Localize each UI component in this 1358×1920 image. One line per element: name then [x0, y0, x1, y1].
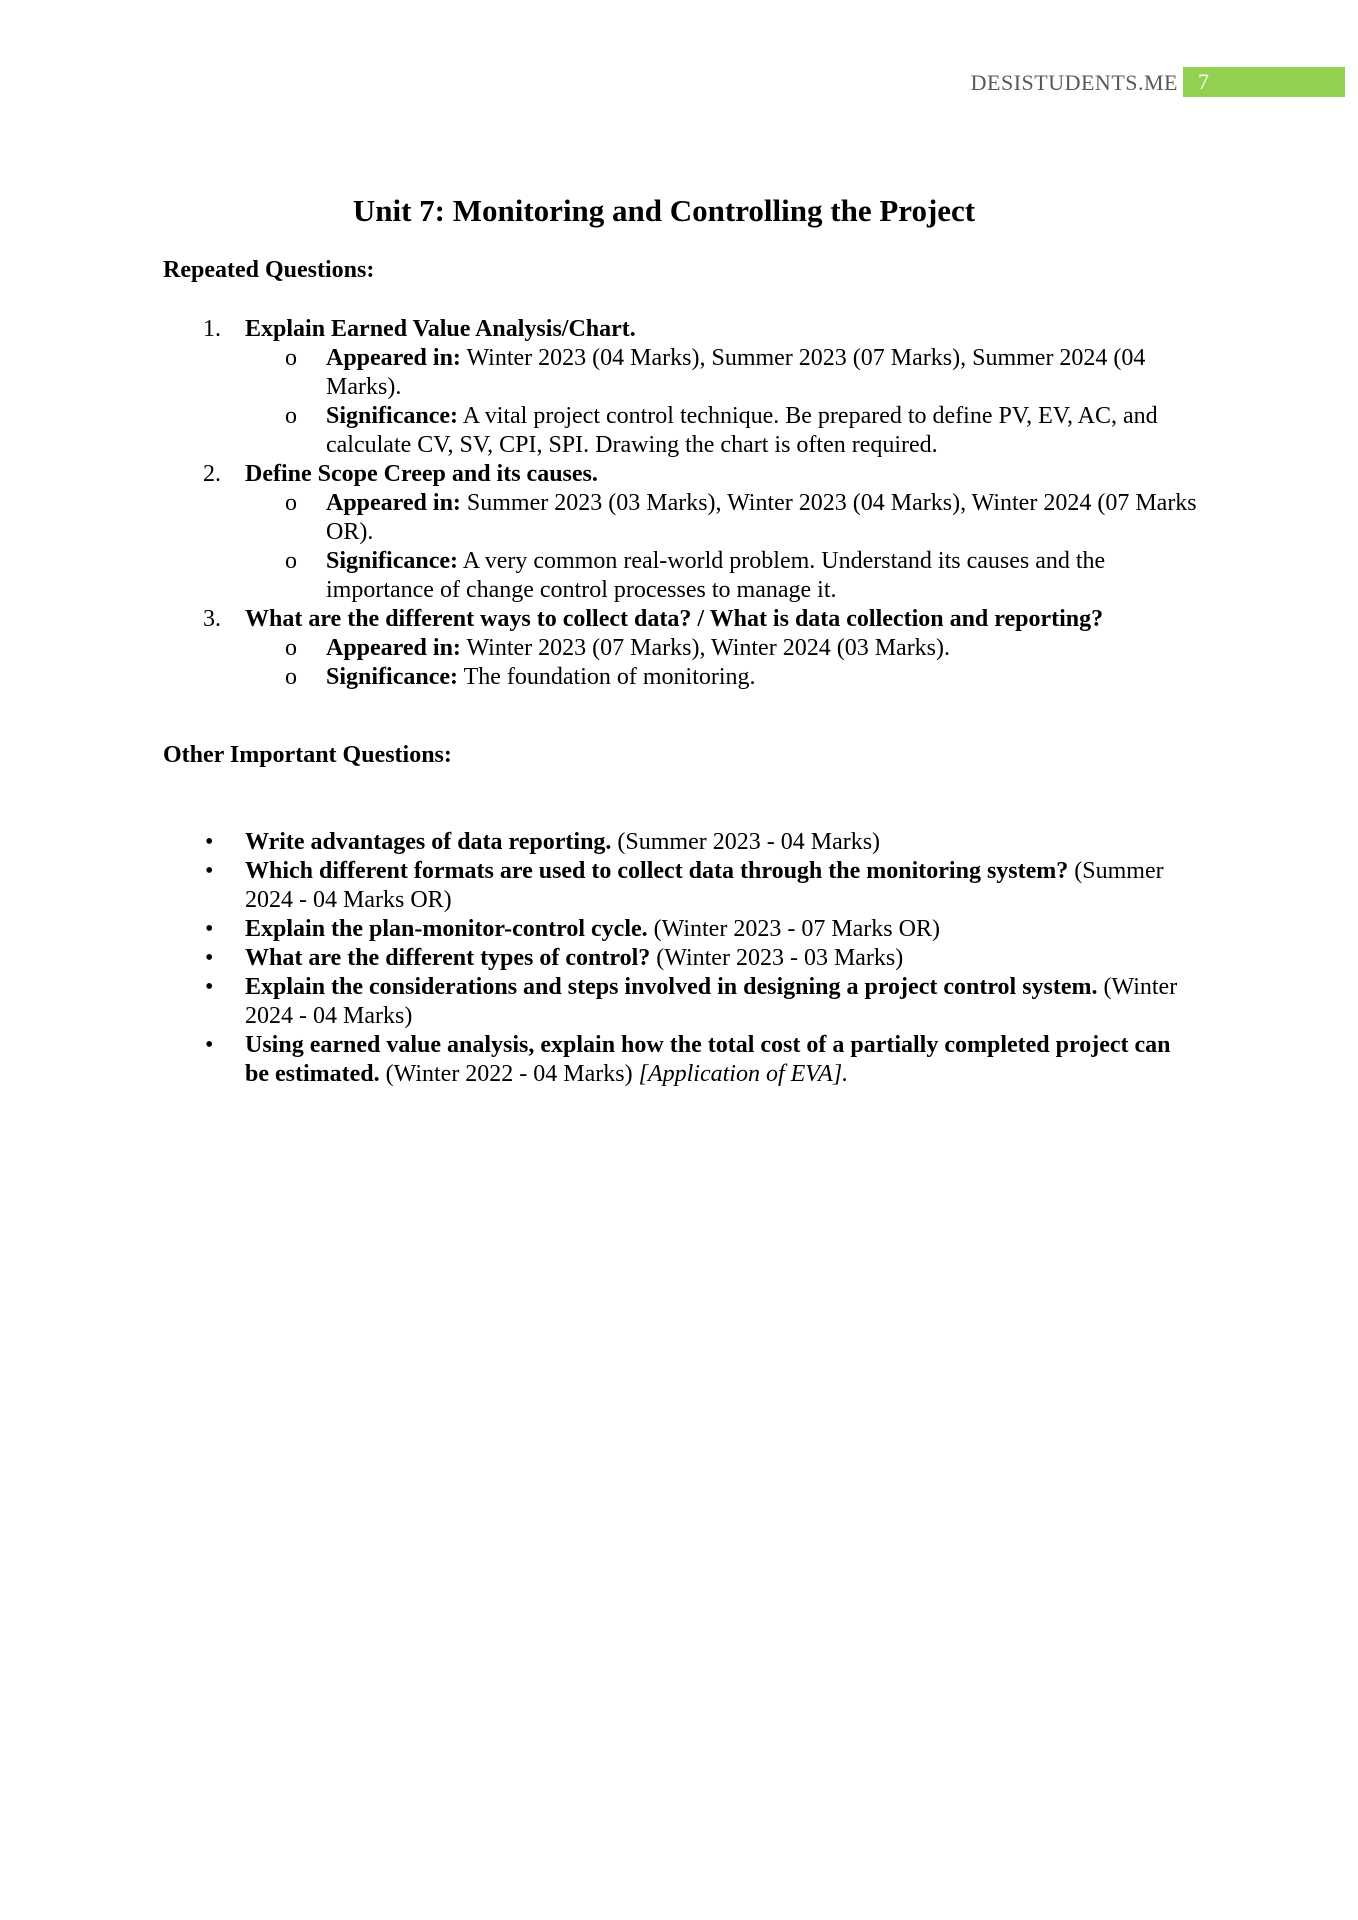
bullet: •: [205, 858, 214, 884]
list-number: 1.: [203, 316, 221, 342]
question-meta: (Winter 2023 - 03 Marks): [656, 945, 904, 971]
list-item: [163, 973, 1183, 1031]
sub-bullet: o: [285, 403, 297, 429]
significance-text: The foundation of monitoring.: [463, 664, 756, 690]
question-text: Which different formats are used to collect data through the monitoring system?: [245, 858, 1069, 884]
sub-bullet: o: [285, 548, 297, 574]
list-item-details: [163, 344, 1213, 460]
question-meta: (Winter 2023 - 07 Marks OR): [653, 916, 940, 942]
significance-text: A vital project control technique. Be prepared to define PV, EV, AC, and calculate CV, SV, CPI, SPI. Drawing the chart is often required.: [326, 403, 1158, 458]
significance-label: Significance:: [326, 403, 458, 429]
question-text: Using earned value analysis, explain how the total cost of a partially completed project can be estimated.: [245, 1032, 1171, 1087]
question-text: Write advantages of data reporting.: [245, 829, 612, 855]
sub-bullet: o: [285, 635, 297, 661]
significance-label: Significance:: [326, 664, 458, 690]
significance-label: Significance:: [326, 548, 458, 574]
bullet: •: [205, 974, 214, 1000]
sub-bullet: o: [285, 664, 297, 690]
page-title: Unit 7: Monitoring and Controlling the Project: [352, 193, 976, 228]
list-item: [163, 315, 1213, 344]
question-title: Explain Earned Value Analysis/Chart.: [245, 316, 636, 342]
appeared-in-item: [245, 344, 1213, 402]
appeared-in-label: Appeared in:: [326, 345, 461, 371]
bullet: •: [205, 1032, 214, 1058]
question-text: Explain the plan-monitor-control cycle.: [245, 916, 648, 942]
header-site-name: DESISTUDENTS.ME: [970, 70, 1178, 95]
other-questions-heading: Other Important Questions:: [163, 742, 452, 768]
header-page-number: 7: [1183, 67, 1345, 97]
list-item-details: [163, 489, 1213, 605]
repeated-questions-heading: Repeated Questions:: [163, 257, 375, 283]
appeared-in-text: Winter 2023 (07 Marks), Winter 2024 (03 Marks).: [466, 635, 951, 661]
list-item: [163, 944, 1183, 973]
question-meta: (Summer 2024 - 04 Marks OR): [245, 858, 1164, 913]
significance-item: [245, 402, 1213, 460]
list-number: 2.: [203, 461, 221, 487]
appeared-in-text: Winter 2023 (04 Marks), Summer 2023 (07 Marks), Summer 2024 (04 Marks).: [326, 345, 1146, 400]
list-item: [163, 460, 1213, 489]
significance-item: [245, 663, 1213, 692]
repeated-questions-list: [163, 315, 1213, 692]
question-meta: (Winter 2024 - 04 Marks): [245, 974, 1178, 1029]
question-meta: (Summer 2023 - 04 Marks): [617, 829, 881, 855]
sub-bullet: o: [285, 345, 297, 371]
significance-item: [245, 547, 1213, 605]
question-text: What are the different types of control?: [245, 945, 651, 971]
other-questions-list: [163, 828, 1183, 1089]
list-item: [163, 605, 1213, 634]
bullet: •: [205, 945, 214, 971]
question-meta: (Winter 2022 - 04 Marks): [385, 1061, 633, 1087]
bullet: •: [205, 829, 214, 855]
appeared-in-text: Summer 2023 (03 Marks), Winter 2023 (04 Marks), Winter 2024 (07 Marks OR).: [326, 490, 1197, 545]
appeared-in-item: [245, 634, 1213, 663]
question-note: [Application of EVA].: [638, 1061, 849, 1087]
question-text: Explain the considerations and steps involved in designing a project control system.: [245, 974, 1098, 1000]
appeared-in-label: Appeared in:: [326, 490, 461, 516]
significance-text: A very common real-world problem. Understand its causes and the importance of change control processes to manage it.: [326, 548, 1106, 603]
question-title: Define Scope Creep and its causes.: [245, 461, 598, 487]
list-item: [163, 1031, 1183, 1089]
list-item-details: [163, 634, 1213, 692]
list-item: [163, 828, 1183, 857]
appeared-in-item: [245, 489, 1213, 547]
appeared-in-label: Appeared in:: [326, 635, 461, 661]
sub-bullet: o: [285, 490, 297, 516]
list-number: 3.: [203, 606, 221, 632]
bullet: •: [205, 916, 214, 942]
list-item: [163, 915, 1183, 944]
list-item: [163, 857, 1183, 915]
question-title: What are the different ways to collect data? / What is data collection and reporting?: [245, 606, 1104, 632]
